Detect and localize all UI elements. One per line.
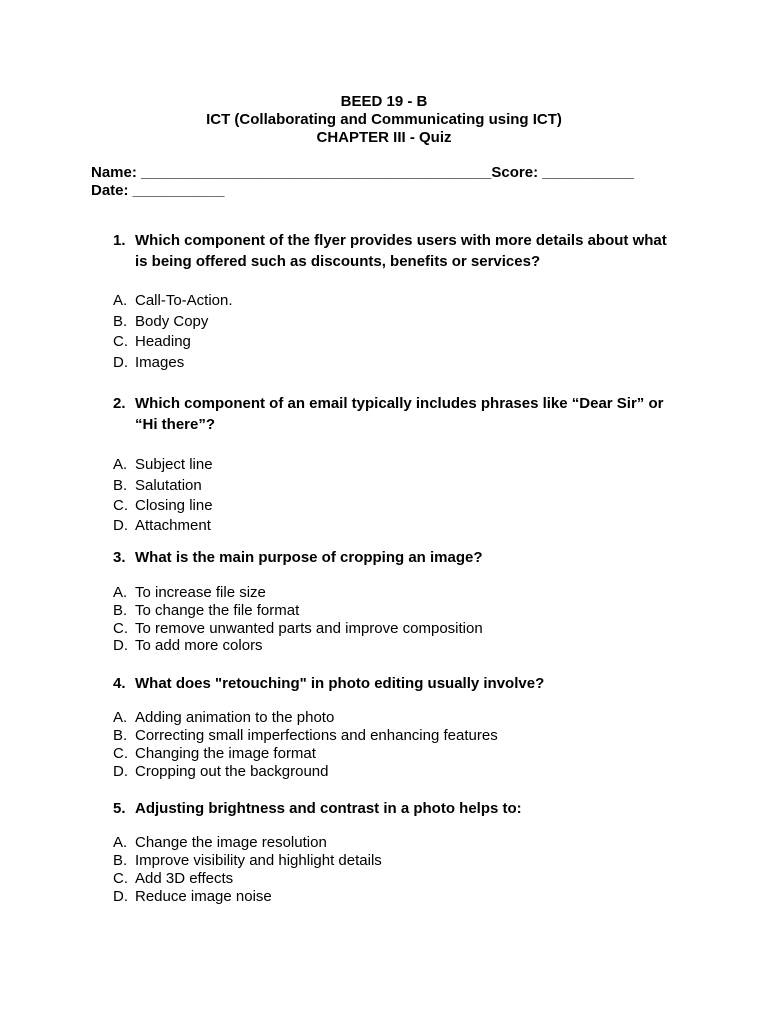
- question-text: What is the main purpose of cropping an image?: [135, 549, 483, 566]
- option-text: Attachment: [135, 517, 211, 534]
- option-b: [113, 602, 299, 619]
- option-letter: C.: [113, 333, 128, 350]
- option-letter: A.: [113, 292, 128, 309]
- option-text: Correcting small imperfections and enhancing features: [135, 727, 498, 744]
- question-stem: [113, 547, 673, 568]
- option-text: Cropping out the background: [135, 763, 329, 780]
- option-b: [113, 852, 382, 869]
- option-a: [113, 709, 334, 726]
- option-text: To remove unwanted parts and improve composition: [135, 620, 483, 637]
- date-line: Date: ___________: [91, 182, 225, 199]
- option-text: To add more colors: [135, 637, 263, 654]
- option-a: [113, 292, 233, 309]
- option-text: Change the image resolution: [135, 834, 327, 851]
- option-letter: D.: [113, 517, 128, 534]
- option-letter: B.: [113, 477, 128, 494]
- subject-title: ICT (Collaborating and Communicating using ICT): [206, 111, 562, 128]
- quiz-header: [0, 93, 768, 147]
- option-c: [113, 497, 213, 514]
- option-text: Body Copy: [135, 313, 209, 330]
- option-text: Adding animation to the photo: [135, 709, 335, 726]
- option-text: Changing the image format: [135, 745, 316, 762]
- option-text: Heading: [135, 333, 191, 350]
- option-letter: C.: [113, 497, 128, 514]
- option-letter: D.: [113, 888, 128, 905]
- option-letter: A.: [113, 584, 128, 601]
- option-letter: C.: [113, 870, 128, 887]
- question-number: 3.: [113, 549, 126, 566]
- option-c: [113, 620, 483, 637]
- option-letter: D.: [113, 763, 128, 780]
- option-text: Salutation: [135, 477, 202, 494]
- option-d: [113, 517, 211, 534]
- option-text: To increase file size: [135, 584, 266, 601]
- option-letter: B.: [113, 313, 128, 330]
- option-letter: D.: [113, 637, 128, 654]
- option-a: [113, 456, 213, 473]
- option-letter: C.: [113, 620, 128, 637]
- question-text: Which component of an email typically includes phrases like “Dear Sir” or “Hi there”?: [135, 395, 664, 433]
- question-stem: [113, 230, 673, 272]
- option-letter: A.: [113, 834, 128, 851]
- option-letter: B.: [113, 727, 128, 744]
- option-b: [113, 313, 208, 330]
- question-number: 1.: [113, 232, 126, 249]
- option-text: Call-To-Action.: [135, 292, 233, 309]
- name-score-line: Name: __________________________________________Score: ___________: [91, 164, 635, 181]
- option-text: To change the file format: [135, 602, 300, 619]
- option-c: [113, 870, 233, 887]
- option-letter: B.: [113, 602, 128, 619]
- option-b: [113, 727, 498, 744]
- option-c: [113, 745, 316, 762]
- option-b: [113, 477, 202, 494]
- question-number: 2.: [113, 395, 126, 412]
- option-letter: C.: [113, 745, 128, 762]
- option-d: [113, 354, 184, 371]
- question-text: Which component of the flyer provides users with more details about what is being offered such as discounts, benefits or services?: [135, 232, 667, 270]
- option-letter: D.: [113, 354, 128, 371]
- course-code: BEED 19 - B: [340, 93, 428, 110]
- option-a: [113, 834, 327, 851]
- question-stem: [113, 798, 673, 819]
- question-number: 5.: [113, 800, 126, 817]
- chapter-title: CHAPTER III - Quiz: [316, 129, 452, 146]
- question-number: 4.: [113, 675, 126, 692]
- question-stem: [113, 673, 673, 694]
- option-letter: B.: [113, 852, 128, 869]
- option-text: Closing line: [135, 497, 213, 514]
- question-text: Adjusting brightness and contrast in a photo helps to:: [135, 800, 522, 817]
- question-stem: [113, 393, 673, 435]
- question-text: What does "retouching" in photo editing usually involve?: [135, 675, 545, 692]
- option-text: Reduce image noise: [135, 888, 272, 905]
- option-text: Improve visibility and highlight details: [135, 852, 382, 869]
- option-text: Add 3D effects: [135, 870, 234, 887]
- option-text: Images: [135, 354, 185, 371]
- option-d: [113, 888, 272, 905]
- option-c: [113, 333, 191, 350]
- option-d: [113, 763, 328, 780]
- option-text: Subject line: [135, 456, 213, 473]
- option-a: [113, 584, 266, 601]
- option-d: [113, 637, 263, 654]
- option-letter: A.: [113, 709, 128, 726]
- option-letter: A.: [113, 456, 128, 473]
